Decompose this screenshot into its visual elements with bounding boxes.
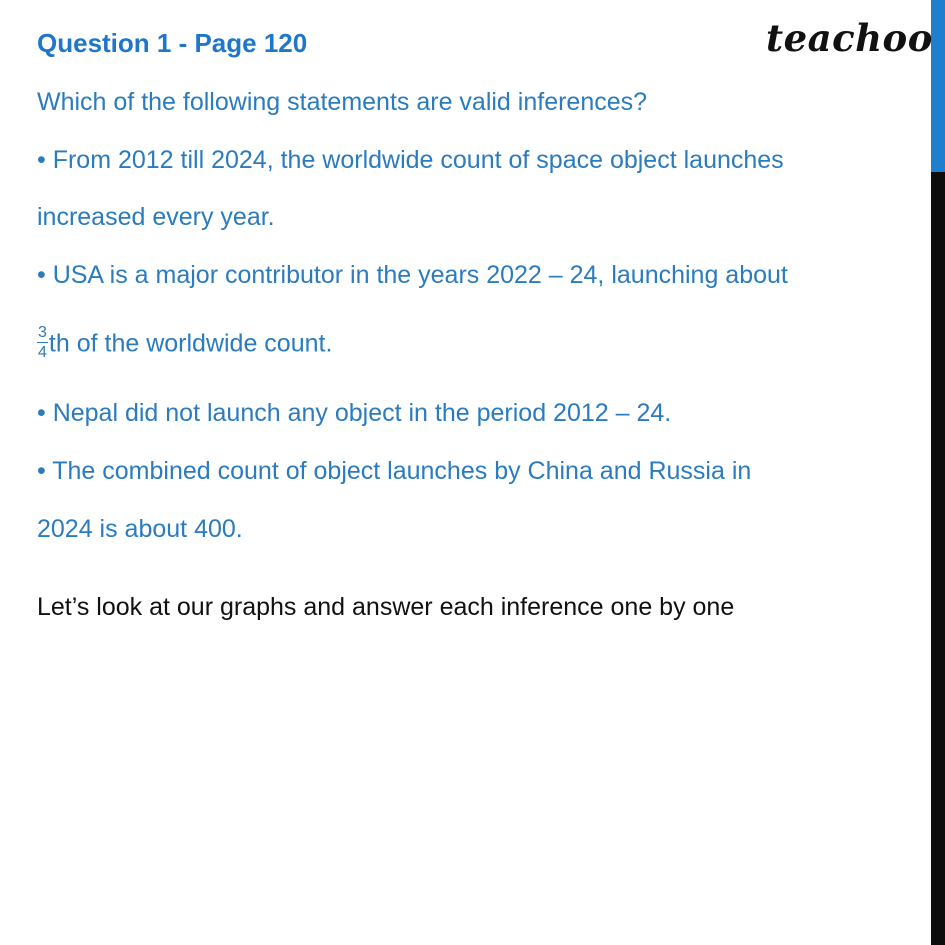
teachoo-logo: teachoo: [766, 16, 933, 60]
statement-1-line-2: increased every year.: [37, 203, 275, 231]
fraction-denominator: 4: [38, 344, 47, 361]
statement-4-line-2: 2024 is about 400.: [37, 515, 243, 543]
closing-text: Let’s look at our graphs and answer each inference one by one: [37, 593, 735, 621]
question-text: Which of the following statements are valid inferences?: [37, 88, 648, 116]
fraction-three-quarters: [37, 325, 48, 361]
right-edge-accent: [931, 0, 945, 172]
statement-2-line-1: • USA is a major contributor in the years 2022 – 24, launching about: [37, 261, 788, 289]
fraction-numerator: 3: [38, 324, 47, 341]
statement-4-line-1: • The combined count of object launches by China and Russia in: [37, 457, 752, 485]
question-title: Question 1 - Page 120: [37, 28, 308, 58]
statement-2-line-2-text: th of the worldwide count.: [48, 329, 333, 358]
statement-2-line-2: [37, 324, 333, 363]
statement-3: • Nepal did not launch any object in the period 2012 – 24.: [37, 399, 672, 427]
statement-1-line-1: • From 2012 till 2024, the worldwide count of space object launches: [37, 146, 784, 174]
